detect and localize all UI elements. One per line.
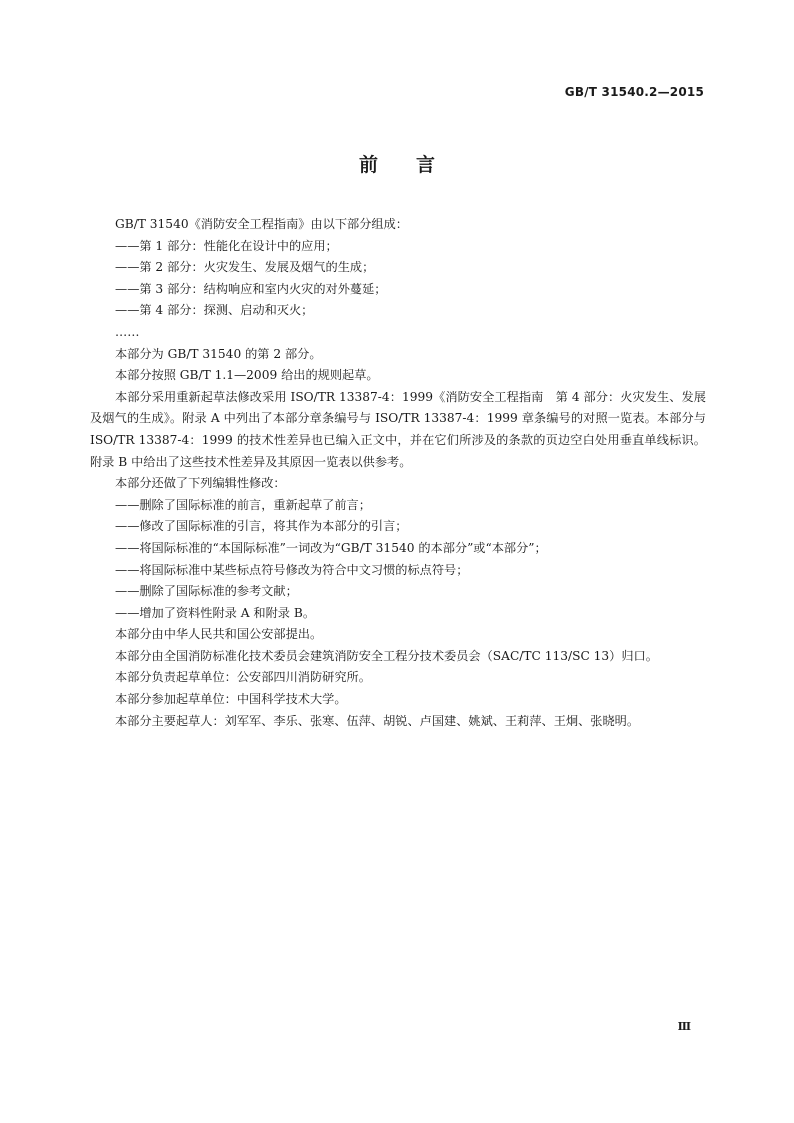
list-item-edit-1: ——删除了国际标准的前言，重新起草了前言； [115,497,371,512]
list-item-edit-3: ——将国际标准的“本国际标准”一词改为“GB/T 31540 的本部分”或“本部分”； [115,540,547,555]
list-item-edit-4: ——将国际标准中某些标点符号修改为符合中文习惯的标点符号； [115,562,469,577]
list-item-part-4: ——第 4 部分：探测、启动和灭火； [115,303,314,318]
paragraph-responsible-committee: 本部分由全国消防标准化技术委员会建筑消防安全工程分技术委员会（SAC/TC 113/SC 13）归口。 [115,648,658,663]
paragraph-proposed-by: 本部分由中华人民共和国公安部提出。 [115,627,323,642]
list-item-edit-5: ——删除了国际标准的参考文献； [115,584,298,599]
paragraph-part-statement: 本部分为 GB/T 31540 的第 2 部分。 [115,346,322,361]
paragraph-participating-unit: 本部分参加起草单位：中国科学技术大学。 [115,692,347,707]
paragraph-adoption: 本部分采用重新起草法修改采用 ISO/TR 13387-4：1999《消防安全工程指南 第 4 部分：火灾发生、发展及烟气的生成》。附录 A 中列出了本部分章条编号与 ISO/TR 13387-4：1999 章条编号的对照一览表。本部分与 ISO/TR 13387-4：1999 的技术性差异也已编入正文中，并在它们所涉及的条款的页边空白处用垂直单线标识。附录 B 中给出了这些技术性差异及其原因一览表以供参考。 [90,389,706,469]
list-item-part-3: ——第 3 部分：结构响应和室内火灾的对外蔓延； [115,281,387,296]
page-number: Ⅲ [677,1020,691,1033]
foreword-body [90,214,706,732]
paragraph-drafting-unit: 本部分负责起草单位：公安部四川消防研究所。 [115,670,371,685]
paragraph-editorial-intro: 本部分还做了下列编辑性修改： [115,476,286,491]
paragraph-drafting-rules: 本部分按照 GB/T 1.1—2009 给出的规则起草。 [115,368,379,383]
standard-code: GB/T 31540.2—2015 [564,85,704,99]
paragraph-drafters: 本部分主要起草人：刘军军、李乐、张寒、伍萍、胡锐、卢国建、姚斌、王莉萍、王炯、张晓明。 [115,713,640,728]
list-item-edit-2: ——修改了国际标准的引言，将其作为本部分的引言； [115,519,408,534]
list-ellipsis: …… [115,324,140,339]
list-item-part-2: ——第 2 部分：火灾发生、发展及烟气的生成； [115,260,375,275]
list-item-edit-6: ——增加了资料性附录 A 和附录 B。 [115,605,316,620]
list-item-part-1: ——第 1 部分：性能化在设计中的应用； [115,238,338,253]
paragraph-parts-intro: GB/T 31540《消防安全工程指南》由以下部分组成： [115,217,408,231]
page-title: 前言 [358,154,473,176]
